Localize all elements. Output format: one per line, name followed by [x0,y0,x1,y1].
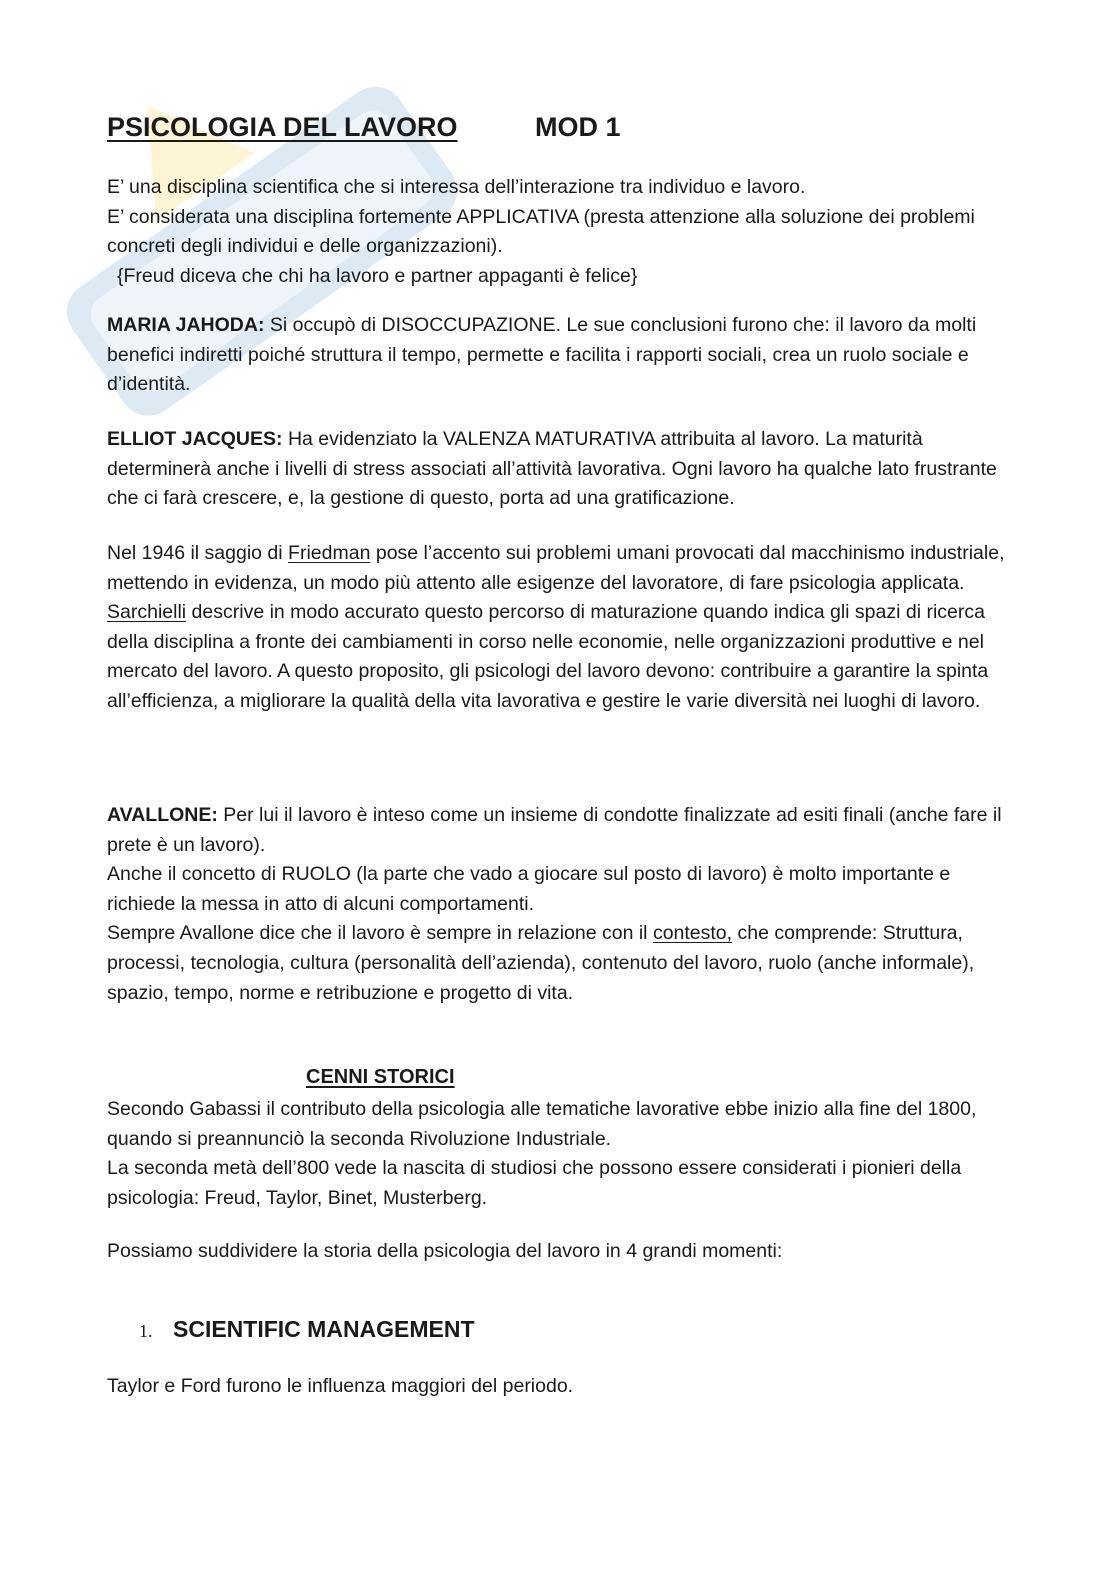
avallone-text-3 [107,919,1007,1008]
history-p1: Secondo Gabassi il contributo della psicologia alle tematiche lavorative ebbe inizio alla fine del 1800, quando si preannunciò la seconda Rivoluzione Industriale. [107,1098,977,1150]
friedman-post: pose l’accento sui problemi umani provocati dal macchinismo industriale, mettendo in evidenza, un modo più attento alle esigenze del lavoratore, di fare psicologia applicata. [107,542,1005,594]
history-title: CENNI STORICI [306,1066,455,1088]
list-heading: SCIENTIFIC MANAGEMENT [173,1316,475,1342]
friedman-name: Friedman [288,542,371,564]
jacques-name: ELLIOT JACQUES: [107,428,283,450]
document-header [107,112,621,143]
avallone-section [107,801,1007,1008]
friedman-paragraph [107,539,1007,598]
avallone-name: AVALLONE: [107,804,218,826]
history-p2: La seconda metà dell’800 vede la nascita di studiosi che possono essere considerati i pionieri della psicologia: Freud, Taylor, Binet, Musterberg. [107,1157,962,1209]
sarchielli-name: Sarchielli [107,601,187,624]
intro-line-2: E’ considerata una disciplina fortemente APPLICATIVA (presta attenzione alla soluzione dei problemi concreti degli individui e delle organizzazioni). [107,205,975,258]
avallone-text-3-post: che comprende: Struttura, processi, tecnologia, cultura (personalità dell’azienda), contenuto del lavoro, ruolo (anche informale), spazio, tempo, norme e retribuzione e progetto di vita. [107,922,975,1004]
closing-paragraph [107,1372,1007,1402]
module-label: MOD 1 [535,112,621,142]
jahoda-text: Si occupò di DISOCCUPAZIONE. Le sue conclusioni furono che: il lavoro da molti benefici indiretti poiché struttura il tempo, permette e facilita i rapporti sociali, crea un ruolo sociale e d’identità. [107,314,977,396]
jahoda-paragraph [107,311,1007,400]
list-number: 1. [139,1321,153,1341]
intro-section [107,173,1007,291]
avallone-text-2: Anche il concetto di RUOLO (la parte che vado a giocare sul posto di lavoro) è molto importante e richiede la messa in atto di alcuni comportamenti. [107,863,951,915]
page-title: PSICOLOGIA DEL LAVORO [107,112,458,142]
avallone-text-3-pre: Sempre Avallone dice che il lavoro è sempre in relazione con il [107,922,648,945]
friedman-sarchielli-section [107,539,1007,717]
history-intro [107,1237,1007,1267]
jacques-paragraph [107,425,1007,514]
avallone-text-1: Per lui il lavoro è inteso come un insieme di condotte finalizzate ad esiti finali (anche fare il prete è un lavoro). [107,804,1002,856]
jacques-text: Ha evidenziato la VALENZA MATURATIVA attribuita al lavoro. La maturità determinerà anche i livelli di stress associati all’attività lavorativa. Ogni lavoro ha qualche lato frustrante che ci farà crescere, e, la gestione di questo, porta ad una gratificazione. [107,428,997,510]
intro-line-1: E’ una disciplina scientifica che si interessa dell’interazione tra individuo e lavoro. [107,176,806,198]
history-section [107,1095,1007,1213]
closing-text: Taylor e Ford furono le influenza maggiori del periodo. [107,1375,574,1397]
sarchielli-text: descrive in modo accurato questo percorso di maturazione quando indica gli spazi di ricerca della disciplina a fronte dei cambiamenti in corso nelle economie, nelle organizzazioni produttive e nel mercato del lavoro. A questo proposito, gli psicologi del lavoro devono: contribuire a garantire la spinta all’efficienza, a migliorare la qualità della vita lavorativa e gestire le varie diversità nei luoghi di lavoro. [107,601,989,712]
history-p3: Possiamo suddividere la storia della psicologia del lavoro in 4 grandi momenti: [107,1240,783,1262]
jahoda-name: MARIA JAHODA: [107,314,265,336]
sarchielli-paragraph [107,598,1007,716]
list-item [139,1316,475,1343]
intro-quote: {Freud diceva che chi ha lavoro e partner appaganti è felice} [117,264,638,287]
friedman-pre: Nel 1946 il saggio di [107,542,283,564]
context-term: contesto, [652,922,733,945]
